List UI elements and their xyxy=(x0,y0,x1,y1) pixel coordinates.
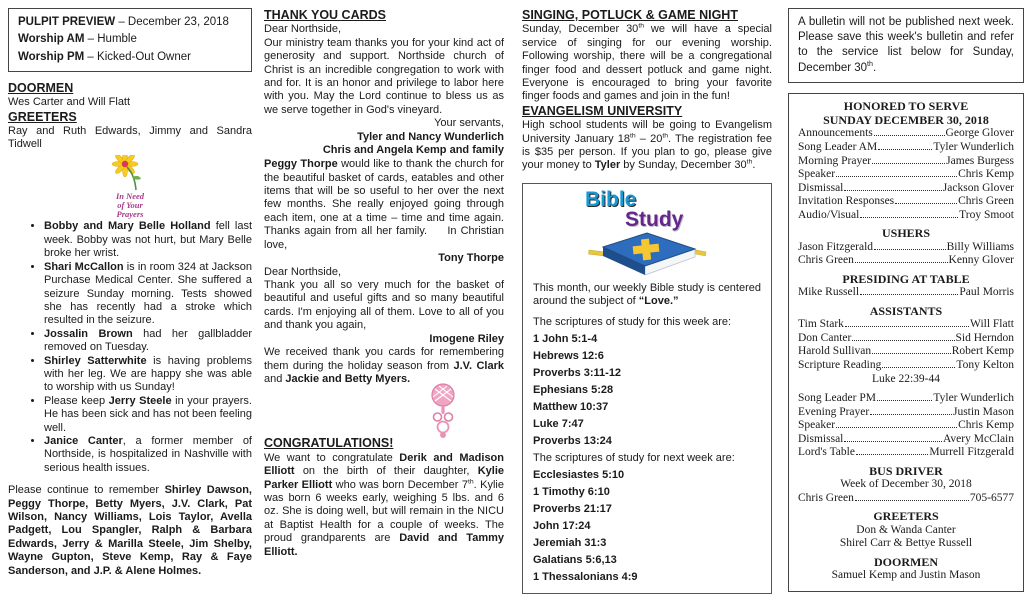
serve-row xyxy=(798,155,1014,169)
serve-row xyxy=(798,141,1014,155)
scripture-item: Ephesians 5:28 xyxy=(533,383,614,396)
baby-rattle-icon xyxy=(426,382,460,440)
pm-name: Avery McClain xyxy=(942,432,1014,445)
presiding-rows xyxy=(798,286,1014,300)
serve-role: Invitation Responses xyxy=(798,195,895,208)
assistants-title: ASSISTANTS xyxy=(869,303,943,318)
pm-name: Murrell Fitzgerald xyxy=(929,446,1014,459)
assistant-right: Will Flatt xyxy=(970,318,1014,331)
thank-you-paragraph-4: We received thank you cards for remembering them during the holiday season from J.V. Clark and Jackie and Betty Myers. xyxy=(264,346,504,386)
next-week-label: The scriptures of study for next week are: xyxy=(533,452,735,464)
prayer-item: • Bobby and Mary Belle Holland fell last week. Bobby was not hurt, but Mary Belle broke her wrist. xyxy=(44,220,252,260)
serve-role: Announcements xyxy=(798,127,873,140)
dot-leader xyxy=(844,441,942,442)
scripture-item: Proverbs 3:11-12 xyxy=(533,366,622,379)
presiding-left: Mike Russell xyxy=(798,286,860,299)
scripture-item: 1 John 5:1-4 xyxy=(533,332,598,345)
bible-study-intro: This month, our weekly Bible study is centered around the subject of “Love.” xyxy=(533,281,761,308)
dot-leader xyxy=(882,367,955,368)
assistant-right: Sid Herndon xyxy=(955,331,1014,344)
ushers-rows xyxy=(798,241,1014,268)
serve-row xyxy=(798,209,1014,223)
honored-to-serve-box xyxy=(788,93,1024,592)
dot-leader xyxy=(874,135,945,136)
prayer-item: • Please keep Jerry Steele in your prayers. He has been sick and has not been feeling well. xyxy=(44,395,252,435)
serve-row xyxy=(798,168,1014,182)
assistant-row xyxy=(798,345,1014,359)
greeters-line: Don & Wanda Canter xyxy=(856,523,956,536)
pm-role: Dismissal xyxy=(798,432,844,445)
pm-rows xyxy=(798,392,1014,460)
dot-leader xyxy=(878,149,932,150)
bus-driver-row xyxy=(798,492,1014,506)
serve-name: James Burgess xyxy=(946,154,1014,167)
thank-you-heading: THANK YOU CARDS xyxy=(264,8,386,22)
assistant-right: Tony Kelton xyxy=(956,358,1014,371)
presiding-title: PRESIDING AT TABLE xyxy=(842,271,970,286)
usher-right: Billy Williams xyxy=(946,240,1014,253)
assistant-row xyxy=(798,318,1014,332)
dot-leader xyxy=(856,454,928,455)
assistant-row xyxy=(798,359,1014,373)
assistant-left: Scripture Reading xyxy=(798,358,882,371)
scripture-item: 1 Thessalonians 4:9 xyxy=(533,571,638,584)
thank-you-paragraph-1: Our ministry team thanks you for your kind act of generosity and support. Northside church of Christ is an incredible congregation to work with and for. It is an honor and privilege to labor here with you. May the Lord continue to bless us as we serve together in God's vineyard. xyxy=(264,36,504,116)
signature-wunderlich: Tyler and Nancy Wunderlich xyxy=(357,130,504,143)
scripture-item: Ecclesiastes 5:10 xyxy=(533,469,625,482)
thank-you-paragraph-2: Peggy Thorpe would like to thank the church for the beautiful basket of cards, eatables and other items that will be so useful to her over the next few months. She really enjoyed going through each item, one at a time – time and time again. Thanks again from all her family. In Christian love, xyxy=(264,158,505,251)
serve-title: HONORED TO SERVE xyxy=(843,98,969,113)
usher-row xyxy=(798,241,1014,255)
signature-kemp: Chris and Angela Kemp and family xyxy=(322,144,504,157)
prayers-caption: In Need of Your Prayers xyxy=(115,190,145,219)
dot-leader xyxy=(836,427,957,428)
ushers-title: USHERS xyxy=(881,226,931,241)
congratulations-heading: CONGRATULATIONS! xyxy=(264,436,394,451)
serve-row xyxy=(798,195,1014,209)
evangelism-heading: EVANGELISM UNIVERSITY xyxy=(522,103,683,118)
scripture-item: Jeremiah 31:3 xyxy=(533,537,607,550)
greeters-heading: GREETERS xyxy=(8,109,77,124)
bus-driver-title: BUS DRIVER xyxy=(869,463,943,478)
pm-row xyxy=(798,392,1014,406)
dot-leader xyxy=(870,414,952,415)
servants-line: Your servants, xyxy=(434,117,504,130)
serve-role: Song Leader AM xyxy=(798,141,878,154)
greeters-lines xyxy=(798,524,1014,551)
serve-row xyxy=(798,182,1014,196)
scripture-reference: Luke 22:39-44 xyxy=(871,372,941,385)
congratulations-paragraph: We want to congratulate Derik and Madison Elliott on the birth of their daughter, Kylie Parker Elliott who was born December 7th. Kylie was born 6 weeks early, weighing 5 lbs. and 6 oz. She is doing well, but will remain in the NICU at Baptist Health for a couple of weeks. The proud grandparents are David and Tammy Elliott. xyxy=(264,451,504,558)
dot-leader xyxy=(872,353,951,354)
assistant-right: Robert Kemp xyxy=(951,345,1014,358)
prayer-list xyxy=(8,220,252,475)
usher-left: Chris Green xyxy=(798,254,854,267)
remember-paragraph: Please continue to remember Shirley Dawson, Peggy Thorpe, Betty Myers, J.V. Clark, Pat Wilson, Nancy Williams, Lois Taylor, Avella Padgett, Lou Spangler, Ralph & Barbara Edwards, Jerry & Marilla Steele, Jim Shelby, Wayne Gupton, Steve Kemp, Ray & Faye Sanderson, and J.P. & Alene Holmes. xyxy=(8,484,252,577)
bus-driver-name: Chris Green xyxy=(798,491,854,504)
usher-row xyxy=(798,254,1014,268)
serve-role: Dismissal xyxy=(798,181,844,194)
dot-leader xyxy=(872,163,945,164)
bus-driver-rows xyxy=(798,492,1014,506)
dot-leader xyxy=(852,340,954,341)
scripture-item: Luke 7:47 xyxy=(533,417,584,430)
pm-name: Justin Mason xyxy=(952,405,1014,418)
dot-leader xyxy=(874,249,946,250)
dot-leader xyxy=(845,326,969,327)
pm-role: Speaker xyxy=(798,419,836,432)
singing-potluck-heading: SINGING, POTLUCK & GAME NIGHT xyxy=(522,8,738,22)
pm-role: Evening Prayer xyxy=(798,405,870,418)
scripture-item: Proverbs 21:17 xyxy=(533,503,612,516)
dot-leader xyxy=(877,400,932,401)
pm-row xyxy=(798,406,1014,420)
next-week-scriptures xyxy=(533,467,761,586)
column-prayers xyxy=(8,8,252,594)
prayer-item: • Shirley Satterwhite is having problems with her leg. We are happy she was able to worship with us Sunday! xyxy=(44,355,252,395)
dot-leader xyxy=(895,203,957,204)
serve-row xyxy=(798,127,1014,141)
presiding-row xyxy=(798,286,1014,300)
prayer-item: • Janice Canter, a former member of Northside, is hospitalized in Nashville with serious health issues. xyxy=(44,435,252,475)
evangelism-paragraph: High school students will be going to Evangelism University January 18th – 20th. The registration fee is $35 per person. If you plan to go, please give your money to Tyler by Sunday, December 30th. xyxy=(522,119,772,172)
serve-name: Chris Green xyxy=(958,195,1014,208)
assistant-left: Harold Sullivan xyxy=(798,345,872,358)
bible-study-image xyxy=(533,188,761,280)
prayer-item: • Shari McCallon is in room 324 at Jackson Purchase Medical Center. She suffered a seizure Sunday morning. Tests showed she has recently had a stroke which resulted in the seizure. xyxy=(44,261,252,328)
pm-row xyxy=(798,433,1014,447)
presiding-right: Paul Morris xyxy=(959,286,1014,299)
serve-name: George Glover xyxy=(945,127,1014,140)
salutation-1: Dear Northside, xyxy=(264,23,342,36)
assistant-left: Tim Stark xyxy=(798,318,844,331)
worship-am-line: Worship AM – Humble xyxy=(18,33,137,46)
salutation-2: Dear Northside, xyxy=(264,265,342,278)
bible-study-box xyxy=(522,183,772,595)
scripture-item: 1 Timothy 6:10 xyxy=(533,486,610,499)
prayer-item: • Jossalin Brown had her gallbladder removed on Tuesday. xyxy=(44,328,252,355)
pm-name: Tyler Wunderlich xyxy=(933,392,1014,405)
assistant-row xyxy=(798,332,1014,346)
study-word: Study xyxy=(625,207,684,231)
this-week-scriptures xyxy=(533,331,761,450)
serve-rows xyxy=(798,127,1014,222)
congratulations-section xyxy=(264,436,504,450)
dot-leader xyxy=(860,217,958,218)
usher-right: Kenny Glover xyxy=(948,254,1014,267)
dot-leader xyxy=(855,500,969,501)
pm-row xyxy=(798,419,1014,433)
serve-name: Troy Smoot xyxy=(959,208,1014,221)
bus-driver-week: Week of December 30, 2018 xyxy=(840,478,972,491)
dot-leader xyxy=(844,190,941,191)
bulletin-notice-box xyxy=(788,8,1024,83)
doormen-box-title: DOORMEN xyxy=(874,554,938,569)
worship-pm-line: Worship PM – Kicked-Out Owner xyxy=(18,50,191,63)
greeters-names: Ray and Ruth Edwards, Jimmy and Sandra Tidwell xyxy=(8,124,252,151)
dot-leader xyxy=(836,176,957,177)
column-events xyxy=(522,8,772,594)
usher-left: Jason Fitzgerald xyxy=(798,240,874,253)
thank-you-paragraph-3: Thank you all so very much for the basket of beautiful and useful gifts and so many beautiful cards. I'm enjoying all of them. Love to all of you and thank you again, xyxy=(264,278,504,332)
serve-name: Tyler Wunderlich xyxy=(933,141,1014,154)
dot-leader xyxy=(860,294,958,295)
pm-role: Lord's Table xyxy=(798,446,855,459)
serve-name: Chris Kemp xyxy=(958,168,1014,181)
this-week-label: The scriptures of study for this week are: xyxy=(533,315,732,328)
assistants-rows xyxy=(798,318,1014,372)
bus-driver-phone: 705-6577 xyxy=(969,491,1014,504)
greeters-box-title: GREETERS xyxy=(873,509,939,524)
scripture-item: Hebrews 12:6 xyxy=(533,349,604,362)
column-service-list xyxy=(788,8,1024,594)
pm-row xyxy=(798,446,1014,460)
column-thank-you xyxy=(264,8,504,594)
pulpit-preview-line: PULPIT PREVIEW – December 23, 2018 xyxy=(18,16,229,28)
in-need-of-prayers-image xyxy=(8,155,252,219)
doormen-line: Samuel Kemp and Justin Mason xyxy=(831,569,981,582)
pm-name: Chris Kemp xyxy=(958,419,1014,432)
greeters-line: Shirel Carr & Bettye Russell xyxy=(839,537,973,550)
scripture-item: Galatians 5:6,13 xyxy=(533,554,617,567)
signature-imogene-riley: Imogene Riley xyxy=(429,332,504,345)
pulpit-preview-box xyxy=(8,8,252,72)
serve-role: Morning Prayer xyxy=(798,154,872,167)
dot-leader xyxy=(855,262,948,263)
flower-icon xyxy=(108,155,152,191)
scripture-item: Matthew 10:37 xyxy=(533,400,609,413)
doormen-names: Wes Carter and Will Flatt xyxy=(8,96,131,109)
bulletin-notice-text: A bulletin will not be published next week. Please save this week's bulletin and refer to the service list below for Sunday, December 30th. xyxy=(798,16,1014,74)
scripture-item: Proverbs 13:24 xyxy=(533,434,612,447)
doormen-heading: DOORMEN xyxy=(8,80,74,95)
signature-tony-thorpe: Tony Thorpe xyxy=(438,251,504,264)
pm-role: Song Leader PM xyxy=(798,392,876,405)
serve-name: Jackson Glover xyxy=(942,181,1014,194)
scripture-item: John 17:24 xyxy=(533,520,591,533)
bible-word: Bible xyxy=(585,187,637,211)
singing-potluck-paragraph: Sunday, December 30th we will have a special service of singing for our evening worship. Following worship, there will be a congregational finger food and dessert potluck and game night. Everyone is encouraged to bring your favorite finger foods and games and join in the fun! xyxy=(522,22,772,103)
serve-subtitle: SUNDAY DECEMBER 30, 2018 xyxy=(823,113,989,128)
serve-role: Speaker xyxy=(798,168,836,181)
bible-book-icon xyxy=(583,228,713,280)
serve-role: Audio/Visual xyxy=(798,208,860,221)
assistant-left: Don Canter xyxy=(798,331,852,344)
